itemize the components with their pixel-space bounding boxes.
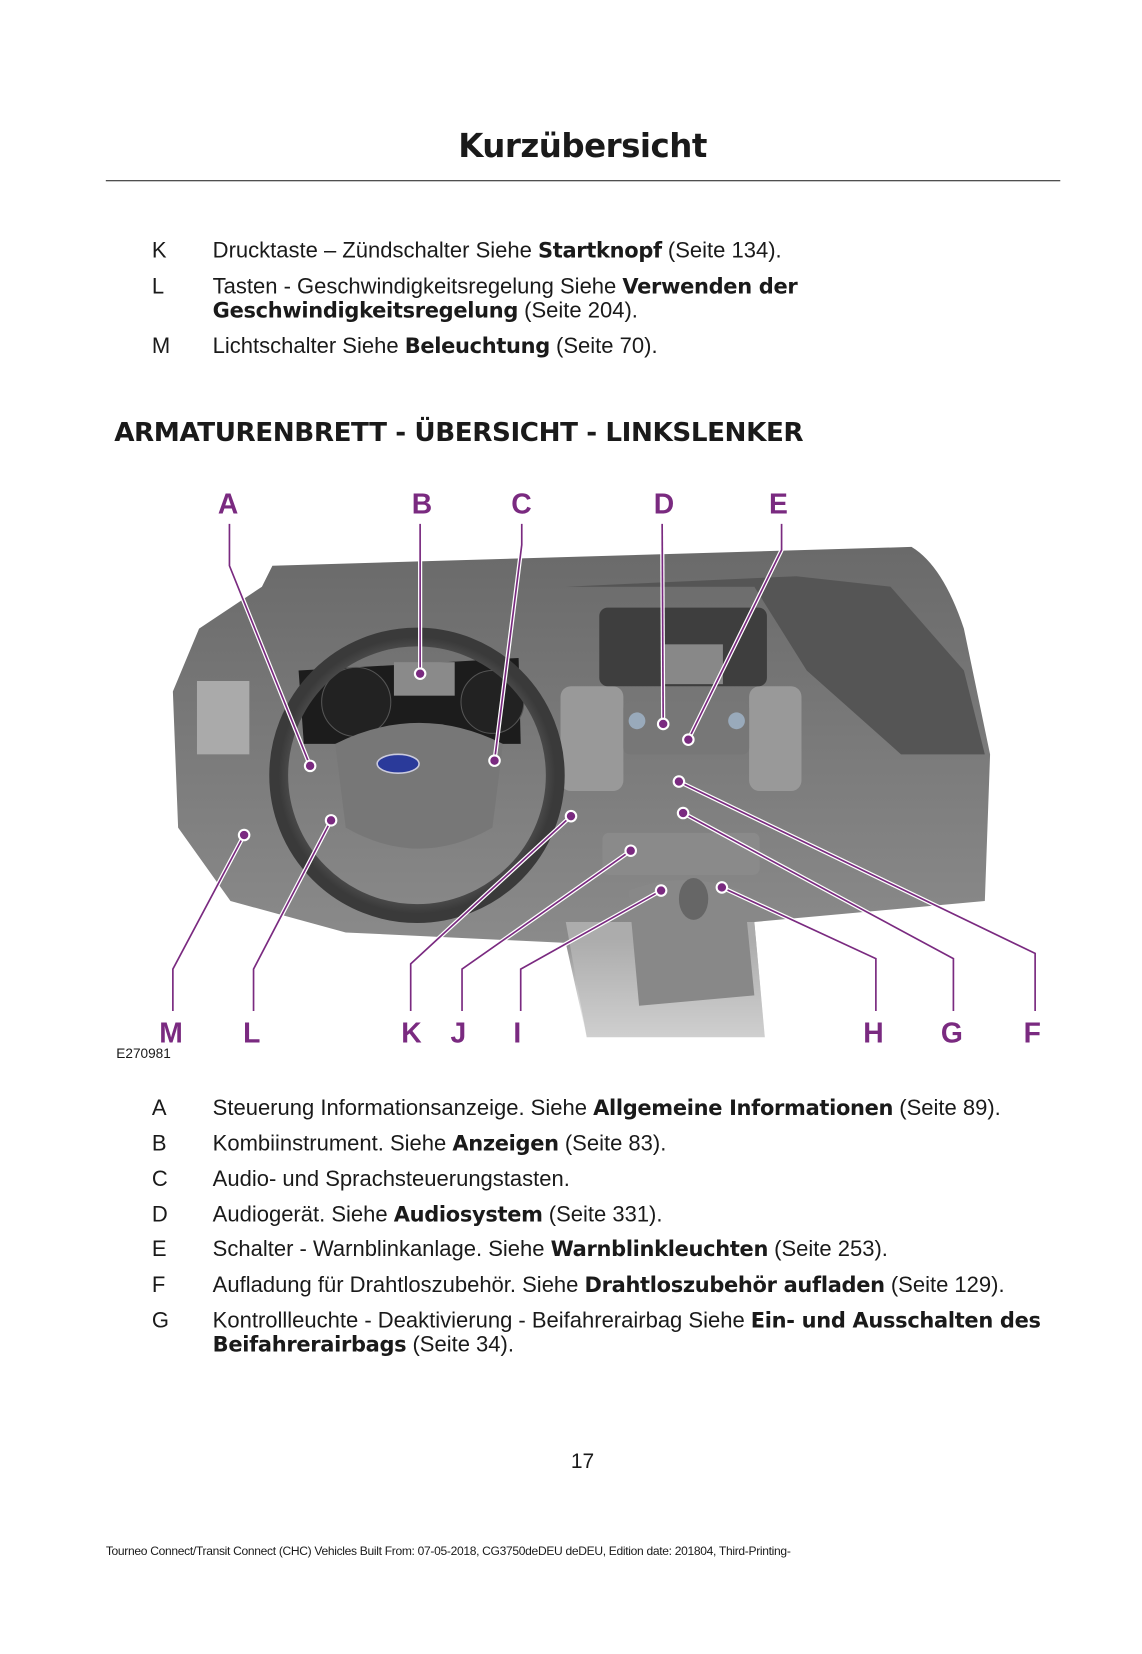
item-text: Audiogerät. Siehe (212, 1202, 394, 1227)
callout-dot-m (239, 830, 249, 840)
callout-dot-l (326, 815, 336, 825)
item-page: (Seite 204). (518, 298, 638, 323)
item-page: (Seite 253). (768, 1237, 888, 1262)
item-page: (Seite 34). (406, 1332, 514, 1357)
item-text: Lichtschalter Siehe (212, 334, 405, 359)
item-page: (Seite 70). (549, 334, 658, 359)
item-page: (Seite 134). (661, 238, 782, 263)
callout-dot-c (489, 755, 499, 765)
item-letter: M (151, 334, 171, 359)
item-page: (Seite 83). (558, 1131, 667, 1156)
item-text: Drucktaste – Zündschalter Siehe (212, 238, 538, 263)
item-letter: C (151, 1167, 168, 1192)
callout-dot-e (683, 734, 693, 744)
item-text: Schalter - Warnblinkanlage. Siehe (212, 1237, 551, 1262)
dashboard-illustration (173, 547, 990, 1037)
callout-label-h: H (863, 1016, 884, 1049)
callout-dot-d (658, 719, 668, 729)
item-page: (Seite 331). (542, 1202, 663, 1227)
callout-label-a: A (217, 487, 239, 520)
item-text: Tasten - Geschwindigkeitsregelung Siehe (212, 274, 623, 299)
item-letter: D (151, 1202, 168, 1227)
item-link[interactable]: Beleuchtung (404, 333, 550, 359)
callout-label-e: E (769, 487, 788, 520)
callout-dot-h (717, 882, 727, 892)
callout-label-j: J (450, 1016, 467, 1049)
item-page: (Seite 129). (884, 1272, 1005, 1298)
item-letter: F (151, 1272, 166, 1298)
item-letter: A (151, 1095, 167, 1120)
item-text: Audio- und Sprachsteuerungstasten. (212, 1167, 570, 1192)
callout-dot-k (566, 811, 576, 821)
page-number: 17 (570, 1450, 595, 1474)
callout-dot-j (625, 845, 635, 855)
footer-text: Tourneo Connect/Transit Connect (CHC) Vehicles Built From: 07-05-2018, CG3750deDEU deDEU, Edition date: 201804, Third-Printing- (105, 1545, 791, 1558)
callout-line-d (662, 524, 663, 724)
callout-label-b: B (411, 487, 433, 520)
callout-dot-g (678, 808, 688, 818)
callout-dot-a (305, 761, 315, 771)
item-page: (Seite 89). (893, 1095, 1001, 1120)
item-link[interactable]: Warnblinkleuchten (550, 1236, 769, 1262)
item-letter: E (151, 1237, 167, 1262)
item-text: Kombiinstrument. Siehe (212, 1131, 453, 1156)
section-heading: ARMATURENBRETT - ÜBERSICHT - LINKSLENKER (114, 416, 804, 448)
callout-dot-b (415, 668, 425, 678)
item-text: Kontrollleuchte - Deaktivierung - Beifahrerairbag Siehe (212, 1308, 751, 1333)
callout-dot-i (656, 885, 666, 895)
callout-label-d: D (653, 487, 675, 520)
callout-label-g: G (940, 1016, 963, 1049)
callout-dot-f (674, 776, 684, 786)
item-letter: L (151, 274, 165, 299)
callout-label-c: C (511, 487, 532, 520)
item-link[interactable]: Drahtloszubehör aufladen (584, 1271, 885, 1298)
figure-code: E270981 (116, 1045, 171, 1062)
callout-label-i: I (513, 1016, 522, 1049)
item-link[interactable]: Verwenden der Geschwindigkeitsregelung (212, 273, 798, 323)
item-letter: B (151, 1131, 167, 1156)
callout-label-k: K (401, 1016, 422, 1049)
item-letter: K (151, 238, 167, 263)
callout-label-l: L (243, 1016, 261, 1049)
item-text: Aufladung für Drahtloszubehör. Siehe (212, 1272, 585, 1298)
callout-label-m: M (159, 1016, 183, 1049)
item-link[interactable]: Anzeigen (452, 1130, 559, 1156)
item-link[interactable]: Allgemeine Informationen (593, 1094, 894, 1120)
item-letter: G (151, 1308, 170, 1333)
item-link[interactable]: Startknopf (537, 237, 662, 263)
item-link[interactable]: Ein- und Ausschalten des Beifahrerairbags (212, 1307, 1041, 1357)
item-link[interactable]: Audiosystem (393, 1201, 543, 1227)
callout-label-f: F (1023, 1016, 1041, 1049)
page-title: Kurzübersicht (458, 127, 707, 166)
item-text: Steuerung Informationsanzeige. Siehe (212, 1095, 594, 1120)
